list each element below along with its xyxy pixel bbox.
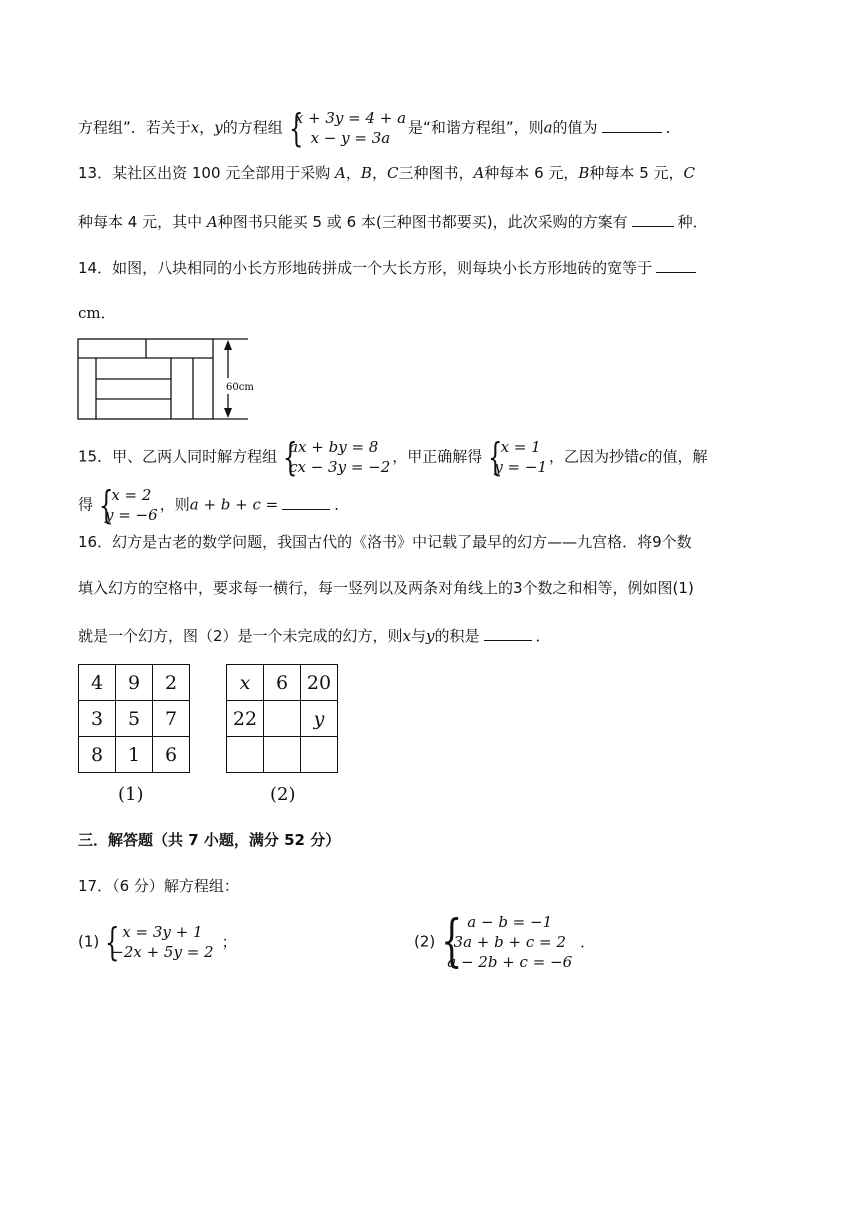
magic-square-2 [226,664,338,773]
q15-solution-b: { x = 2 y = −6 [99,483,158,527]
grid-cell: y [301,701,338,737]
brace-icon: { [488,435,503,479]
grid-cell [264,701,301,737]
brace-icon: { [288,106,304,150]
figure-caption-2: (2) [270,784,296,805]
grid-cell: 3 [79,701,116,737]
q16-line-1: 16．幻方是古老的数学问题，我国古代的《洛书》中记载了最早的幻方——九宫格．将9个数 [78,533,692,551]
brace-icon: { [283,435,298,479]
q12-equation-system: { x + 3y = 4 + a x − y = 3a [288,106,407,150]
dimension-label: 60cm [226,382,254,393]
q14-line-2: cm． [78,304,116,322]
tile-figure [76,336,266,422]
grid-cell: 7 [153,701,190,737]
brace-icon: { [99,483,114,527]
answer-blank[interactable] [656,256,696,273]
grid-cell: 22 [227,701,264,737]
q17-system-2: { a − b = −1 3a + b + c = 2 a − 2b + c = −6 [441,909,573,974]
q14-line-1: 14．如图，八块相同的小长方形地砖拼成一个大长方形，则每块小长方形地砖的宽等于 [78,256,700,278]
q17-system-1: { x = 3y + 1 −2x + 5y = 2 [105,920,214,964]
figure-caption-1: (1) [118,784,144,805]
q17-title: 17．（6 分）解方程组： [78,877,239,895]
answer-blank[interactable] [602,116,662,133]
grid-cell: x [227,665,264,701]
grid-cell: 1 [116,737,153,773]
q17-part-2: (2) { a − b = −1 3a + b + c = 2 a − 2b + c = −6 ． [414,909,596,974]
q13-line-1: 13．某社区出资 100 元全部用于采购 A，B，C三种图书，A种每本 6 元，B种每本 5 元，C [78,164,695,182]
grid-cell: 5 [116,701,153,737]
grid-cell [301,737,338,773]
answer-blank[interactable] [632,210,674,227]
grid-cell [264,737,301,773]
brace-icon: { [441,909,463,974]
grid-cell: 8 [79,737,116,773]
grid-cell: 6 [264,665,301,701]
grid-cell: 9 [116,665,153,701]
grid-cell: 4 [79,665,116,701]
brace-icon: { [105,920,120,964]
q16-line-3: 就是一个幻方，图（2）是一个未完成的幻方，则x与y的积是 ． [78,624,551,646]
q17-part-1: (1) { x = 3y + 1 −2x + 5y = 2 ； [78,920,237,964]
q15-line-2: 得 { x = 2 y = −6 ，则a + b + c = ． [78,483,350,527]
answer-blank[interactable] [282,493,330,510]
grid-cell: 2 [153,665,190,701]
grid-cell: 6 [153,737,190,773]
section-heading: 三．解答题（共 7 小题，满分 52 分） [78,831,341,849]
q13-line-2: 种每本 4 元，其中 A种图书只能买 5 或 6 本(三种图书都要买)，此次采购的方案有 种． [78,210,708,232]
grid-cell [227,737,264,773]
q15-equation-system: { ax + by = 8 cx − 3y = −2 [283,435,391,479]
answer-blank[interactable] [484,624,532,641]
magic-square-1 [78,664,190,773]
q12-line: 方程组”．若关于x，y的方程组 { x + 3y = 4 + a x − y = 3a 是“和谐方程组”，则a的值为 ． [78,106,681,150]
q15-solution-a: { x = 1 y = −1 [488,435,548,479]
grid-cell: 20 [301,665,338,701]
q16-line-2: 填入幻方的空格中，要求每一横行，每一竖列以及两条对角线上的3个数之和相等，例如图(1) [78,579,694,597]
q15-line-1: 15．甲、乙两人同时解方程组 { ax + by = 8 cx − 3y = −2 ，甲正确解得 { x = 1 y = −1 ，乙因为抄错c的值，解 [78,435,708,479]
